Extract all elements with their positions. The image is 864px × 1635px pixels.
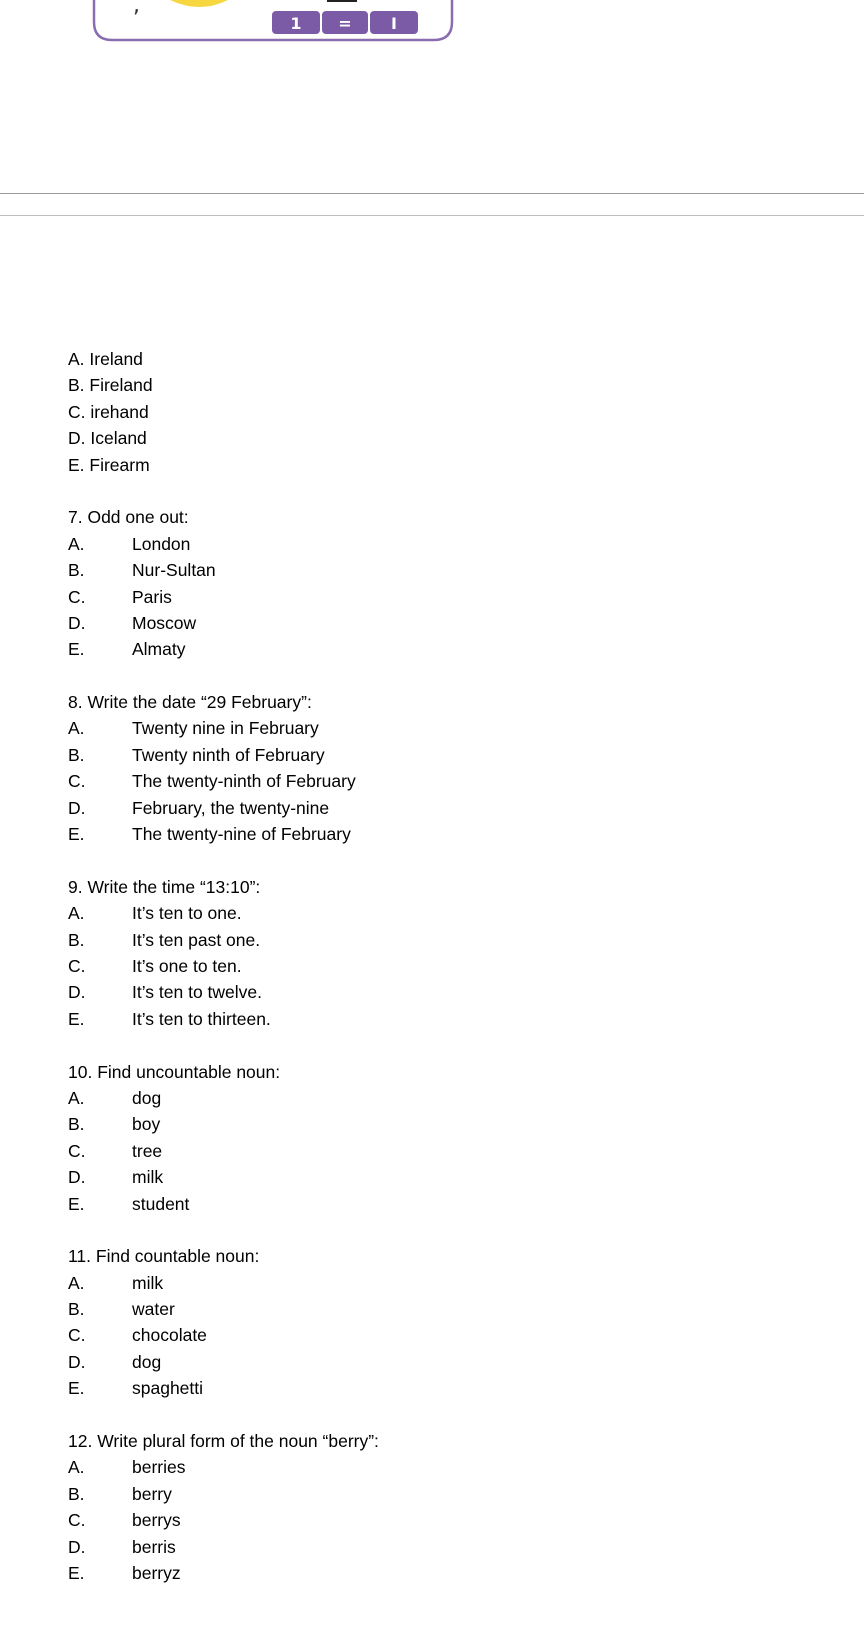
answer-option (68, 636, 828, 662)
option-text: berrys (132, 1510, 181, 1531)
option-text: berry (132, 1483, 172, 1504)
question-prompt: 9. Write the time “13:10”: (68, 876, 261, 897)
answer-option (68, 953, 828, 979)
option-letter: E. (68, 1562, 85, 1583)
answer-option (68, 795, 828, 821)
option-text: London (132, 533, 191, 554)
answer-option (68, 1270, 828, 1296)
option-letter: D. (68, 1167, 86, 1188)
rebus-tile-label: 1 (290, 14, 302, 33)
question-prompt: 11. Find countable noun: (68, 1246, 260, 1267)
option-text: water (132, 1299, 175, 1320)
option-letter: A. (68, 1087, 85, 1108)
question-12 (68, 1428, 828, 1586)
answer-option (68, 1507, 828, 1533)
answer-option (68, 1191, 828, 1217)
answer-option (68, 1296, 828, 1322)
rebus-tiles (272, 11, 418, 34)
answer-option (68, 927, 828, 953)
option-text: It’s ten to one. (132, 903, 242, 924)
answer-option (68, 1085, 828, 1111)
question-prompt: 8. Write the date “29 February”: (68, 692, 312, 713)
option-letter: D. (68, 797, 86, 818)
option-letter: E. (68, 824, 85, 845)
answer-option (68, 768, 828, 794)
question-prompt: 12. Write plural form of the noun “berry”: (68, 1431, 379, 1452)
option-letter: E. (68, 1008, 85, 1029)
option-letter: C. (68, 1140, 86, 1161)
option-text: student (132, 1193, 190, 1214)
answer-option (68, 557, 828, 583)
option-letter: B. (68, 1299, 85, 1320)
option-letter: A. (68, 1457, 85, 1478)
option-text: Twenty nine in February (132, 718, 319, 739)
answer-option: A. Ireland (68, 349, 143, 369)
option-letter: E. (68, 1378, 85, 1399)
option-letter: B. (68, 744, 85, 765)
question-8 (68, 689, 828, 847)
answer-option (68, 1138, 828, 1164)
question-11 (68, 1243, 828, 1401)
option-text: It’s ten to twelve. (132, 982, 263, 1003)
option-letter: B. (68, 929, 85, 950)
option-letter: C. (68, 586, 86, 607)
answer-option (68, 1560, 828, 1586)
rebus-tile-label: I (391, 14, 397, 33)
answer-option (68, 1164, 828, 1190)
option-text: spaghetti (132, 1378, 204, 1399)
option-letter: C. (68, 771, 86, 792)
option-text: tree (132, 1140, 163, 1161)
answer-option (68, 531, 828, 557)
question-9 (68, 874, 828, 1032)
option-letter: A. (68, 533, 85, 554)
option-text: dog (132, 1351, 162, 1372)
option-text: Twenty ninth of February (132, 744, 325, 765)
question-prompt: 7. Odd one out: (68, 507, 189, 528)
answer-option: B. Fireland (68, 375, 153, 396)
option-text: Almaty (132, 639, 186, 660)
option-letter: C. (68, 1510, 86, 1531)
option-text: Paris (132, 586, 172, 607)
option-letter: C. (68, 1325, 86, 1346)
answer-option (68, 1481, 828, 1507)
option-letter: E. (68, 1193, 85, 1214)
answer-option (68, 1349, 828, 1375)
answer-option: C. irehand (68, 401, 149, 422)
option-letter: D. (68, 1351, 86, 1372)
comma-mark: , (133, 0, 140, 18)
answer-option (68, 610, 828, 636)
answer-option (68, 742, 828, 768)
option-text: The twenty-ninth of February (132, 771, 356, 792)
option-letter: D. (68, 612, 86, 633)
option-text: dog (132, 1087, 162, 1108)
option-text: milk (132, 1167, 164, 1188)
question-prompt: 10. Find uncountable noun: (68, 1061, 281, 1082)
answer-option (68, 1006, 828, 1032)
rebus-tile-label: = (338, 14, 352, 33)
question-10 (68, 1059, 828, 1217)
option-letter: C. (68, 955, 86, 976)
option-letter: B. (68, 560, 85, 581)
option-text: It’s one to ten. (132, 955, 242, 976)
answer-option (68, 1111, 828, 1137)
page-divider (0, 193, 864, 194)
option-letter: A. (68, 903, 85, 924)
option-text: chocolate (132, 1325, 207, 1346)
rebus-picture (0, 0, 864, 60)
option-letter: B. (68, 1483, 85, 1504)
option-text: It’s ten to thirteen. (132, 1008, 271, 1029)
answer-option (68, 900, 828, 926)
option-text: The twenty-nine of February (132, 824, 351, 845)
option-text: boy (132, 1114, 161, 1135)
option-letter: A. (68, 1272, 85, 1293)
option-text: berryz (132, 1562, 181, 1583)
answer-option (68, 1322, 828, 1348)
option-text: berries (132, 1457, 186, 1478)
answer-option: E. Firearm (68, 454, 150, 475)
option-text: It’s ten past one. (132, 929, 261, 950)
quiz-document (68, 346, 828, 1586)
option-letter: D. (68, 1536, 86, 1557)
answer-option (68, 584, 828, 610)
option-letter: D. (68, 982, 86, 1003)
question-6-options (68, 346, 828, 478)
answer-option (68, 821, 828, 847)
page-divider (0, 215, 864, 216)
option-text: milk (132, 1272, 164, 1293)
option-text: February, the twenty-nine (132, 797, 330, 818)
question-7 (68, 504, 828, 662)
answer-option (68, 1375, 828, 1401)
answer-option: D. Iceland (68, 428, 147, 449)
option-letter: B. (68, 1114, 85, 1135)
answer-option (68, 715, 828, 741)
option-letter: E. (68, 639, 85, 660)
answer-option (68, 1454, 828, 1480)
option-text: berris (132, 1536, 176, 1557)
option-text: Nur-Sultan (132, 560, 216, 581)
answer-option (68, 1534, 828, 1560)
answer-option (68, 979, 828, 1005)
option-letter: A. (68, 718, 85, 739)
option-text: Moscow (132, 612, 197, 633)
